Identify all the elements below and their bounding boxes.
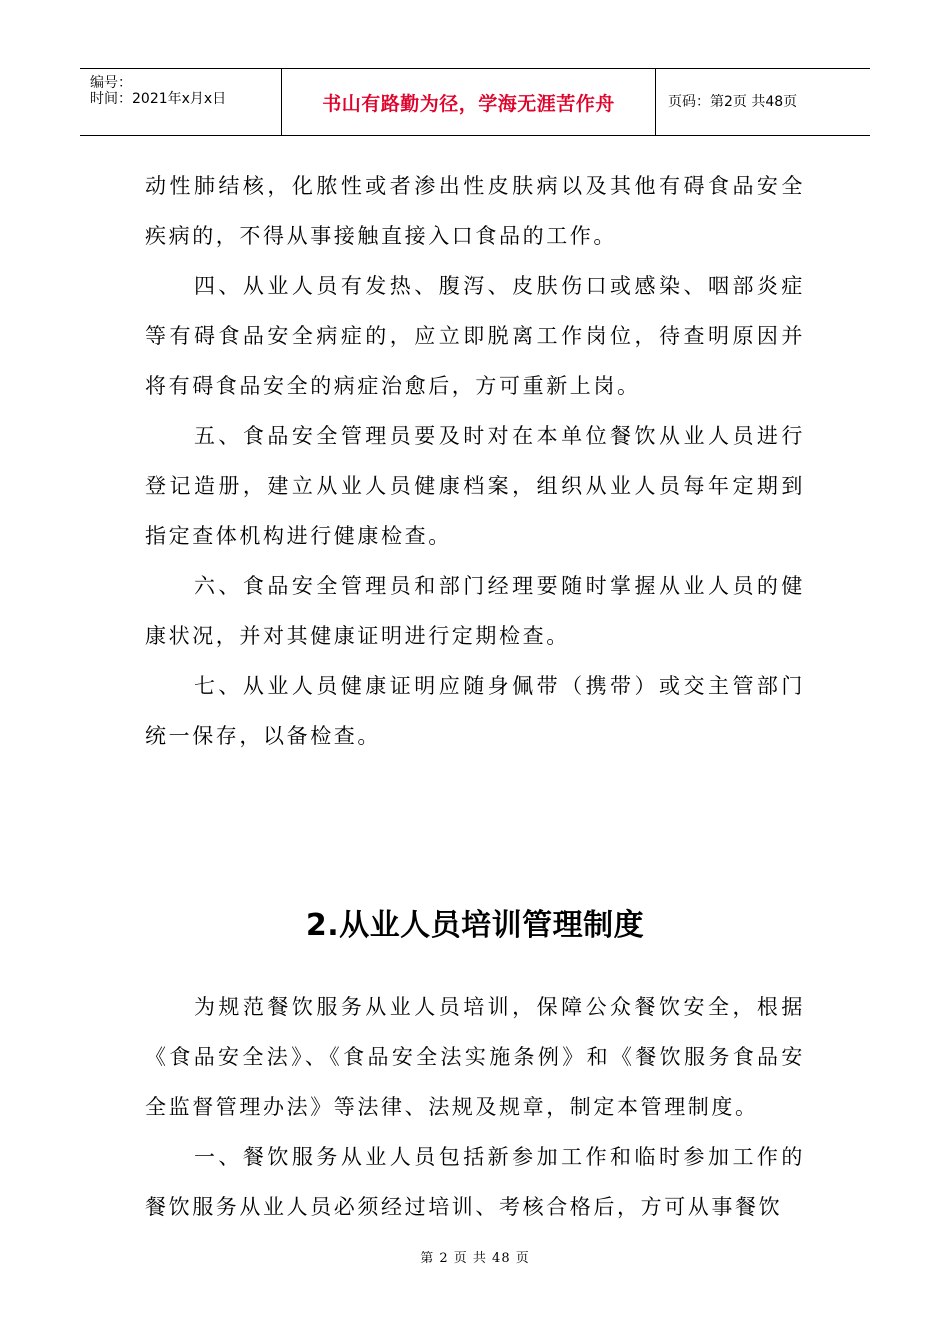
header-page-cell	[656, 69, 870, 135]
section-paragraph: 为规范餐饮服务从业人员培训，保障公众餐饮安全，根据《食品安全法》、《食品安全法实施条例》和《餐饮服务食品安全监督管理办法》等法律、法规及规章，制定本管理制度。	[145, 995, 805, 1119]
body-paragraph: 五、食品安全管理员要及时对在本单位餐饮从业人员进行登记造册，建立从业人员健康档案，组织从业人员每年定期到指定查体机构进行健康检查。	[145, 424, 805, 548]
header-page-info: 页码：第2页 共48页	[668, 94, 798, 110]
doc-number-label: 编号：	[90, 75, 132, 91]
section-title: 2.从业人员培训管理制度	[305, 908, 645, 943]
page-footer: 第 2 页 共 48 页	[420, 1251, 530, 1266]
body-paragraph: 动性肺结核，化脓性或者渗出性皮肤病以及其他有碍食品安全疾病的，不得从事接触直接入口食品的工作。	[145, 174, 805, 248]
body-paragraph: 四、从业人员有发热、腹泻、皮肤伤口或感染、咽部炎症等有碍食品安全病症的，应立即脱离工作岗位，待查明原因并将有碍食品安全的病症治愈后，方可重新上岗。	[145, 274, 805, 398]
header-motto: 书山有路勤为径，学海无涯苦作舟	[322, 92, 615, 115]
header-motto-cell	[282, 69, 656, 135]
body-paragraph: 六、食品安全管理员和部门经理要随时掌握从业人员的健康状况，并对其健康证明进行定期检查。	[145, 574, 805, 648]
header-meta-cell	[80, 69, 282, 135]
page-header	[80, 68, 870, 136]
body-paragraph: 七、从业人员健康证明应随身佩带（携带）或交主管部门统一保存，以备检查。	[145, 674, 805, 748]
section-paragraph: 一、餐饮服务从业人员包括新参加工作和临时参加工作的餐饮服务从业人员必须经过培训、考核合格后，方可从事餐饮	[145, 1145, 805, 1219]
doc-time-label: 时间：2021年x月x日	[90, 91, 227, 107]
